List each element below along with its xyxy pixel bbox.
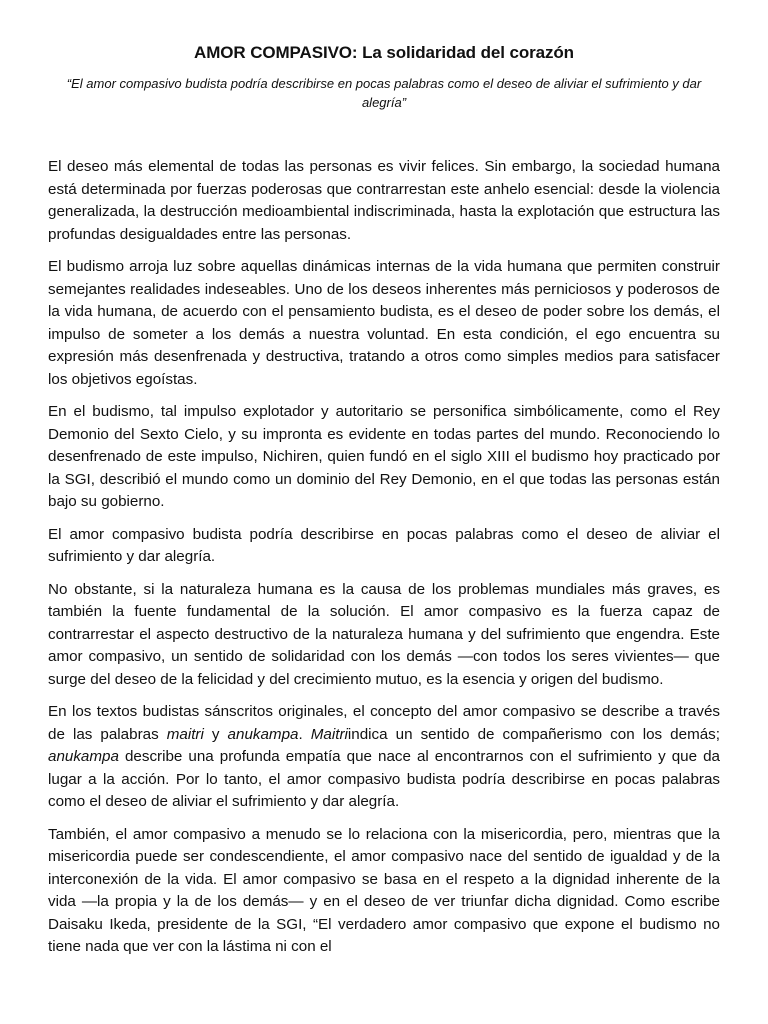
term-maitri: maitri xyxy=(166,725,204,743)
paragraph-6-text: y xyxy=(203,725,228,743)
paragraph-4: El amor compasivo budista podría describirse en pocas palabras como el deseo de aliviar el sufrimiento y dar alegría. xyxy=(48,525,720,565)
paragraph-1: El deseo más elemental de todas las personas es vivir felices. Sin embargo, la sociedad humana está determinada por fuerzas poderosas que contrarrestan este anhelo esencial: desde la violencia generalizada, la destrucción medioambiental indiscriminada, hasta la explotación que estructura las profundas desigualdades entre las personas. xyxy=(48,158,720,243)
paragraph-2: El budismo arroja luz sobre aquellas dinámicas internas de la vida humana que permiten construir semejantes realidades indeseables. Uno de los deseos inherentes más perniciosos y poderosos de la vida humana, de acuerdo con el pensamiento budista, es el deseo de poder sobre los demás, el impulso de someter a los demás a nuestra voluntad. En esta condición, el ego encuentra su expresión más desenfrenada y destructiva, tratando a otros como simples medios para satisfacer los objetivos egoístas. xyxy=(48,258,720,388)
document-subtitle-quote: “El amor compasivo budista podría describirse en pocas palabras como el deseo de aliviar el sufrimiento y dar alegría” xyxy=(66,76,702,110)
term-maitri: Maitri xyxy=(310,725,348,743)
document-title: AMOR COMPASIVO: La solidaridad del corazón xyxy=(194,43,574,62)
paragraph-7: También, el amor compasivo a menudo se lo relaciona con la misericordia, pero, mientras que la misericordia puede ser condescendiente, el amor compasivo nace del sentido de igualdad y de la interconexión de la vida. El amor compasivo se basa en el respeto a la dignidad inherente de la vida —la propia y la de los demás— y en el deseo de ver triunfar dicha dignidad. Como escribe Daisaku Ikeda, presidente de la SGI, “El verdadero amor compasivo que expone el budismo no tiene nada que ver con la lástima ni con el xyxy=(48,825,720,955)
paragraph-5: No obstante, si la naturaleza humana es la causa de los problemas mundiales más graves, es también la fuente fundamental de la solución. El amor compasivo es la fuerza capaz de contrarrestar el aspecto destructivo de la naturaleza humana y del sufrimiento que engendra. Este amor compasivo, un sentido de solidaridad con los demás —con todos los seres vivientes— que surge del deseo de la felicidad y del crecimiento mutuo, es la esencia y origen del budismo. xyxy=(48,580,720,688)
paragraph-6-text: . xyxy=(298,725,311,743)
paragraph-6-text: En los textos budistas sánscritos originales, el concepto del amor compasivo se describe a través de las palabras xyxy=(48,703,720,743)
paragraph-6-text: indica un sentido de compañerismo con los demás; xyxy=(347,725,720,743)
term-anukampa: anukampa xyxy=(48,748,119,765)
document-body xyxy=(48,156,720,959)
term-anukampa: anukampa xyxy=(227,725,299,743)
paragraph-6 xyxy=(48,701,720,814)
paragraph-3: En el budismo, tal impulso explotador y autoritario se personifica simbólicamente, como el Rey Demonio del Sexto Cielo, y su impronta es evidente en todas partes del mundo. Reconociendo lo desenfrenado de este impulso, Nichiren, quien fundó en el siglo XIII el budismo hoy practicado por la SGI, describió el mundo como un dominio del Rey Demonio, en el que todas las personas están bajo su gobierno. xyxy=(48,403,720,510)
paragraph-6-text: describe una profunda empatía que nace al encontrarnos con el sufrimiento y que da lugar a la acción. Por lo tanto, el amor compasivo budista podría describirse en pocas palabras como el deseo de aliviar el sufrimiento y dar alegría. xyxy=(48,748,720,810)
